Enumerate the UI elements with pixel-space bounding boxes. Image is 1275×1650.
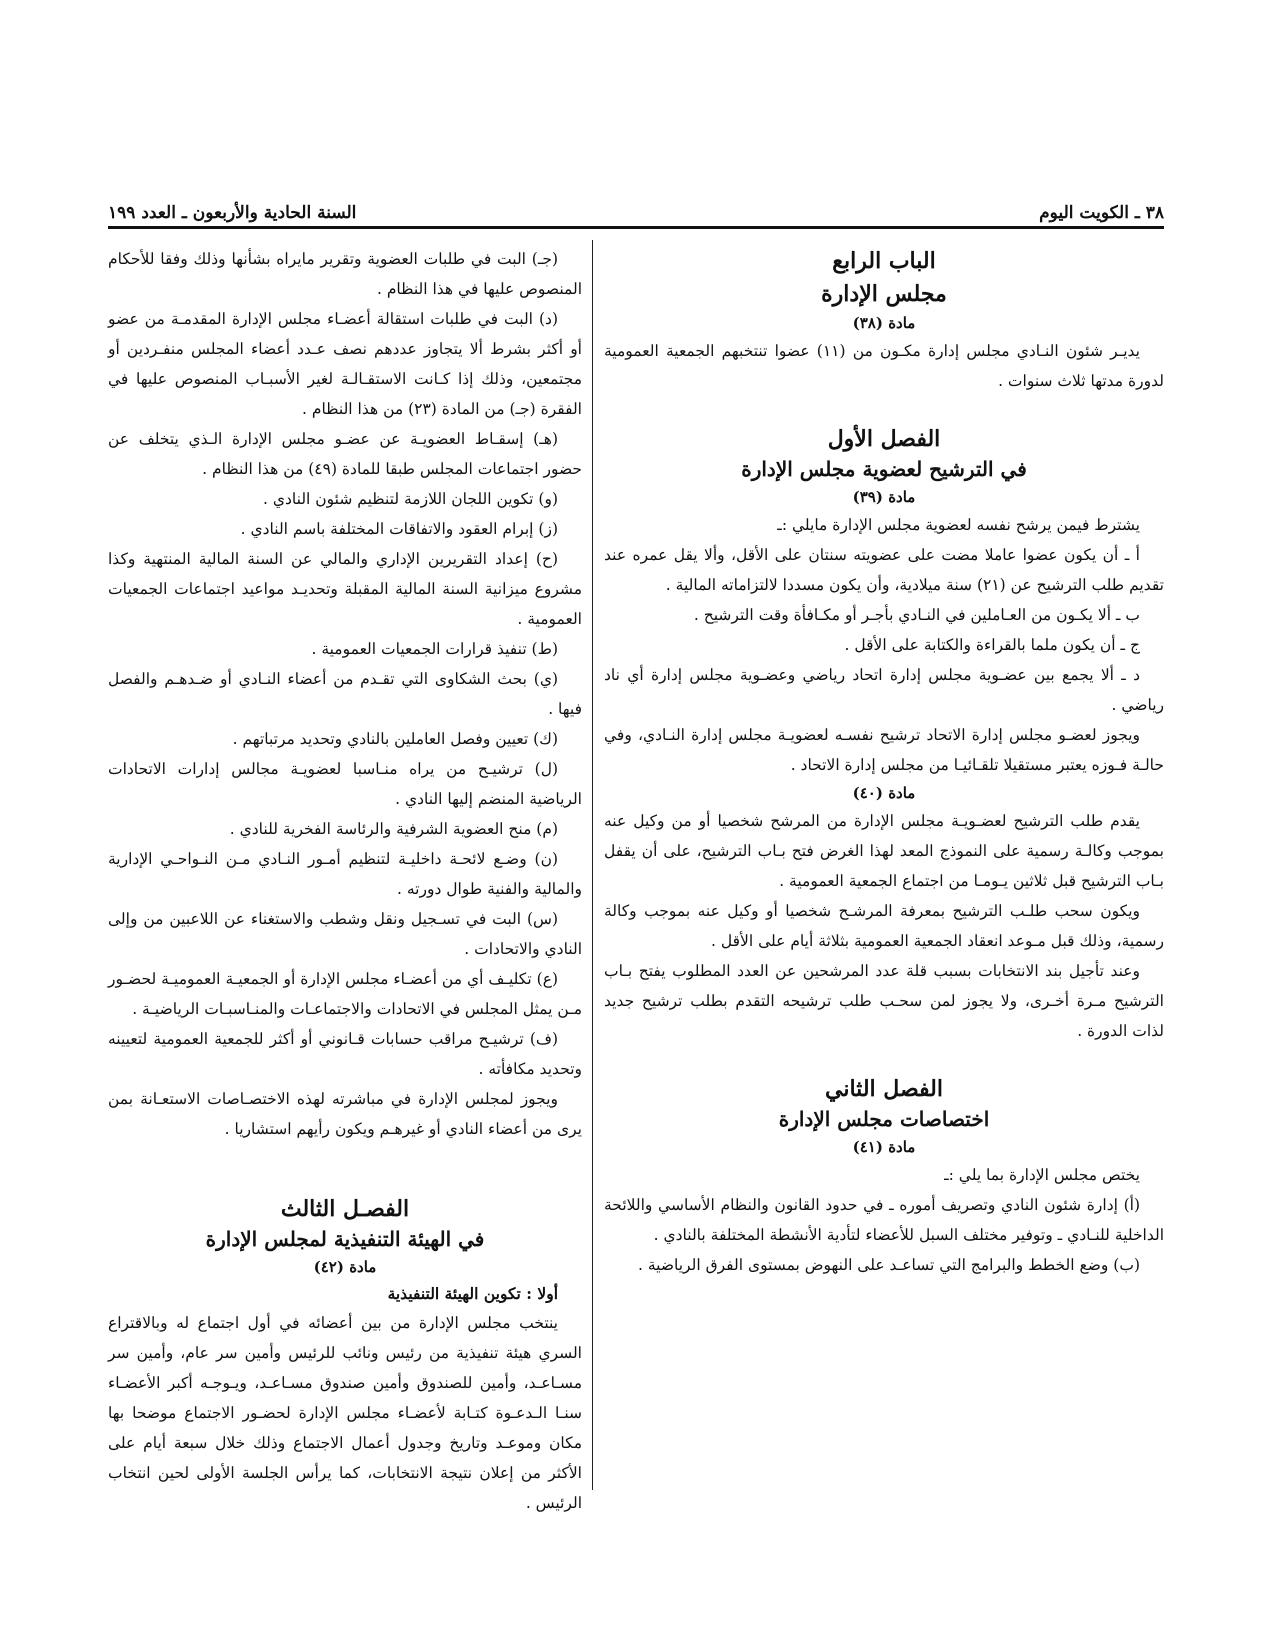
article-39-item-a: أ ـ أن يكون عضوا عاملا مضت على عضويته سنتان على الأقل، وألا يقل عمره عند تقديم طلب الترشيح عن (٢١) سنة ميلادية، وأن يكون مسددا لالتزاماته المالية . xyxy=(604,546,1164,594)
article-42-subheading: أولا : تكوين الهيئة التنفيذية xyxy=(387,1284,558,1303)
article-42-text: ينتخب مجلس الإدارة من بين أعضائه في أول اجتماع له وبالاقتراع السري هيئة تنفيذية من رئيس ونائب للرئيس وأمين سر عام، وأمين سر مسـاعـد، وأمين للصندوق وأمين صندوق مسـاعـد، ويـوجـه أكبر الأعضـاء سنـا الـدعـوة كتـابة لأعضـاء مجلس الإدارة لحضـور الاجتماع موضحا بها مكان وموعـد وتاريخ وجدول أعمال الاجتماع وذلك خلال سبعة أيام على الأكثر من إعلان نتيجة الانتخابات، كما يرأس الجلسة الأولى لحين انتخاب الرئيس . xyxy=(108,1314,582,1512)
right-column xyxy=(604,244,1164,1280)
list-item: (د) البت في طلبات استقالة أعضـاء مجلس الإدارة المقدمـة من عضو أو أكثر بشرط ألا يتجاوز عددهم نصف عـدد أعضاء المجلس منفـردين أو مجتمعين، وذلك إذا كـانت الاستقـالـة لغير الأسبـاب المنصوص عليها في الفقرة (جـ) من المادة (٢٣) من هذا النظام . xyxy=(108,310,582,418)
list-item: (ط) تنفيذ قرارات الجمعيات العمومية . xyxy=(311,640,558,658)
list-item: (جـ) البت في طلبات العضوية وتقرير مايراه بشأنها وذلك وفقا للأحكام المنصوص عليها في هذا النظام . xyxy=(108,250,582,298)
article-40-p3: وعند تأجيل بند الانتخابات بسبب قلة عدد المرشحين عن العدد المطلوب يفتح بـاب الترشيح مـرة أخـرى، ولا يجوز لمن سحـب طلب ترشيحه التقدم بطلب ترشيح جديد لذات الدورة . xyxy=(604,962,1164,1040)
list-item: (و) تكوين اللجان اللازمة لتنظيم شئون النادي . xyxy=(263,490,558,508)
section-title: مجلس الإدارة xyxy=(821,281,947,307)
article-41-label: مادة (٤١) xyxy=(852,1138,916,1156)
header-divider xyxy=(108,226,1164,229)
list-item: (ك) تعيين وفصل العاملين بالنادي وتحديد مرتباتهم . xyxy=(232,730,558,748)
article-39-item-d: د ـ ألا يجمع بين عضـوية مجلس إدارة اتحاد رياضي وعضـوية مجلس إدارة أي ناد رياضي . xyxy=(604,666,1164,714)
list-item: (هـ) إسقـاط العضويـة عن عضـو مجلس الإدارة الـذي يتخلف عن حضور اجتماعات المجلس طبقا للمادة (٤٩) من هذا النظام . xyxy=(108,430,582,478)
article-42-label: مادة (٤٢) xyxy=(313,1258,377,1276)
list-item: (ز) إبرام العقود والاتفاقات المختلفة باسم النادي . xyxy=(240,520,558,538)
article-40-label: مادة (٤٠) xyxy=(852,784,916,802)
article-38-label: مادة (٣٨) xyxy=(852,314,916,332)
chapter-3-title: الفصـل الثالث xyxy=(280,1196,410,1222)
article-40-p1: يقدم طلب الترشيح لعضـويـة مجلس الإدارة من المرشح شخصيا أو من وكيل عنه بموجب وكالـة رسمية على النموذج المعد لهذا الغرض فتح بـاب الترشيح، على أن يقفل بـاب الترشيح قبل ثلاثين يـومـا من اجتماع الجمعية العمومية . xyxy=(604,812,1164,890)
article-39-note: ويجوز لعضـو مجلس إدارة الاتحاد ترشيح نفسـه لعضويـة مجلس إدارة النـادي، وفي حالـة فـوزه يعتبر مستقيلا تلقـائيـا من مجلس إدارة الاتحاد . xyxy=(604,726,1164,774)
chapter-2-subtitle: اختصاصات مجلس الإدارة xyxy=(778,1107,990,1131)
list-item: (م) منح العضوية الشرفية والرئاسة الفخرية للنادي . xyxy=(229,820,558,838)
page-title: ٣٨ ـ الكويت اليوم xyxy=(1039,203,1164,223)
article-41-item-b: (ب) وضع الخطط والبرامج التي تساعـد على النهوض بمستوى الفرق الرياضية . xyxy=(638,1256,1140,1274)
article-41-item-a: (أ) إدارة شئون النادي وتصريف أموره ـ في حدود القانون والنظام الأساسي واللائحة الداخلية للنـادي ـ وتوفير مختلف السبل للأعضاء لتأدية الأنشطة المختلفة بالنادي . xyxy=(604,1196,1164,1244)
left-column xyxy=(108,244,582,1518)
list-item: (ع) تكليـف أي من أعضـاء مجلس الإدارة أو الجمعيـة العموميـة لحضـور مـن يمثل المجلس في الاتحادات والاجتماعـات والمنـاسبـات الرياضيـة . xyxy=(108,970,582,1018)
chapter-2-title: الفصل الثاني xyxy=(825,1076,943,1102)
list-item: (ف) ترشيـح مراقب حسابات قـانوني أو أكثر للجمعية العمومية لتعيينه وتحديد مكافأته . xyxy=(108,1030,582,1078)
list-item: (س) البت في تسـجيل ونقل وشطب والاستغناء عن اللاعبين من وإلى النادي والاتحادات . xyxy=(108,910,582,958)
closing-paragraph: ويجوز لمجلس الإدارة في مباشرته لهذه الاختصـاصات الاستعـانة بمن يرى من أعضاء النادي أو غيرهـم ويكون رأيهم استشاريا . xyxy=(108,1090,582,1138)
list-item: (ل) ترشيـح من يراه منـاسبا لعضويـة مجالس إدارات الاتحادات الرياضية المنضم إليها النادي . xyxy=(108,760,582,808)
chapter-1-subtitle: في الترشيح لعضوية مجلس الإدارة xyxy=(741,457,1027,481)
list-item: (ن) وضـع لائحـة داخليـة لتنظيم أمـور النـادي مـن النـواحـي الإدارية والمالية والفنية طوال دورته . xyxy=(108,850,582,898)
list-item: (ح) إعداد التقريرين الإداري والمالي عن السنة المالية المنتهية وكذا مشروع ميزانية السنة المالية المقبلة وتحديـد مواعيد اجتماعات الجمعيات العمومية . xyxy=(108,550,582,628)
article-38-text: يديـر شئون النـادي مجلس إدارة مكـون من (١١) عضوا تنتخبهم الجمعية العمومية لدورة مدتها ثلاث سنوات . xyxy=(604,342,1164,390)
part-heading: الباب الرابع xyxy=(832,248,936,274)
article-41-intro: يختص مجلس الإدارة بما يلي :ـ xyxy=(944,1166,1140,1184)
article-39-item-b: ب ـ ألا يكـون من العـاملين في النـادي بأجـر أو مكـافأة وقت الترشيح . xyxy=(693,606,1140,624)
chapter-1-title: الفصل الأول xyxy=(827,426,941,452)
article-39-item-c: ج ـ أن يكون ملما بالقراءة والكتابة على الأقل . xyxy=(844,636,1140,654)
column-divider xyxy=(592,240,593,1490)
article-40-p2: ويكون سحب طلـب الترشيح بمعرفة المرشـح شخصيا أو وكيل عنه بموجب وكالة رسمية، وذلك قبل مـوعد انعقاد الجمعية العمومية بثلاثة أيام على الأقل . xyxy=(604,902,1164,950)
article-39-intro: يشترط فيمن يرشح نفسه لعضوية مجلس الإدارة مايلي :ـ xyxy=(777,516,1140,534)
running-header xyxy=(108,193,1164,223)
chapter-3-subtitle: في الهيئة التنفيذية لمجلس الإدارة xyxy=(205,1227,485,1251)
article-39-label: مادة (٣٩) xyxy=(852,488,916,506)
issue-info: السنة الحادية والأربعون ـ العدد ١٩٩ xyxy=(108,203,357,223)
list-item: (ي) بحث الشكاوى التي تقـدم من أعضاء النـادي أو ضـدهـم والفصل فيها . xyxy=(108,670,582,718)
